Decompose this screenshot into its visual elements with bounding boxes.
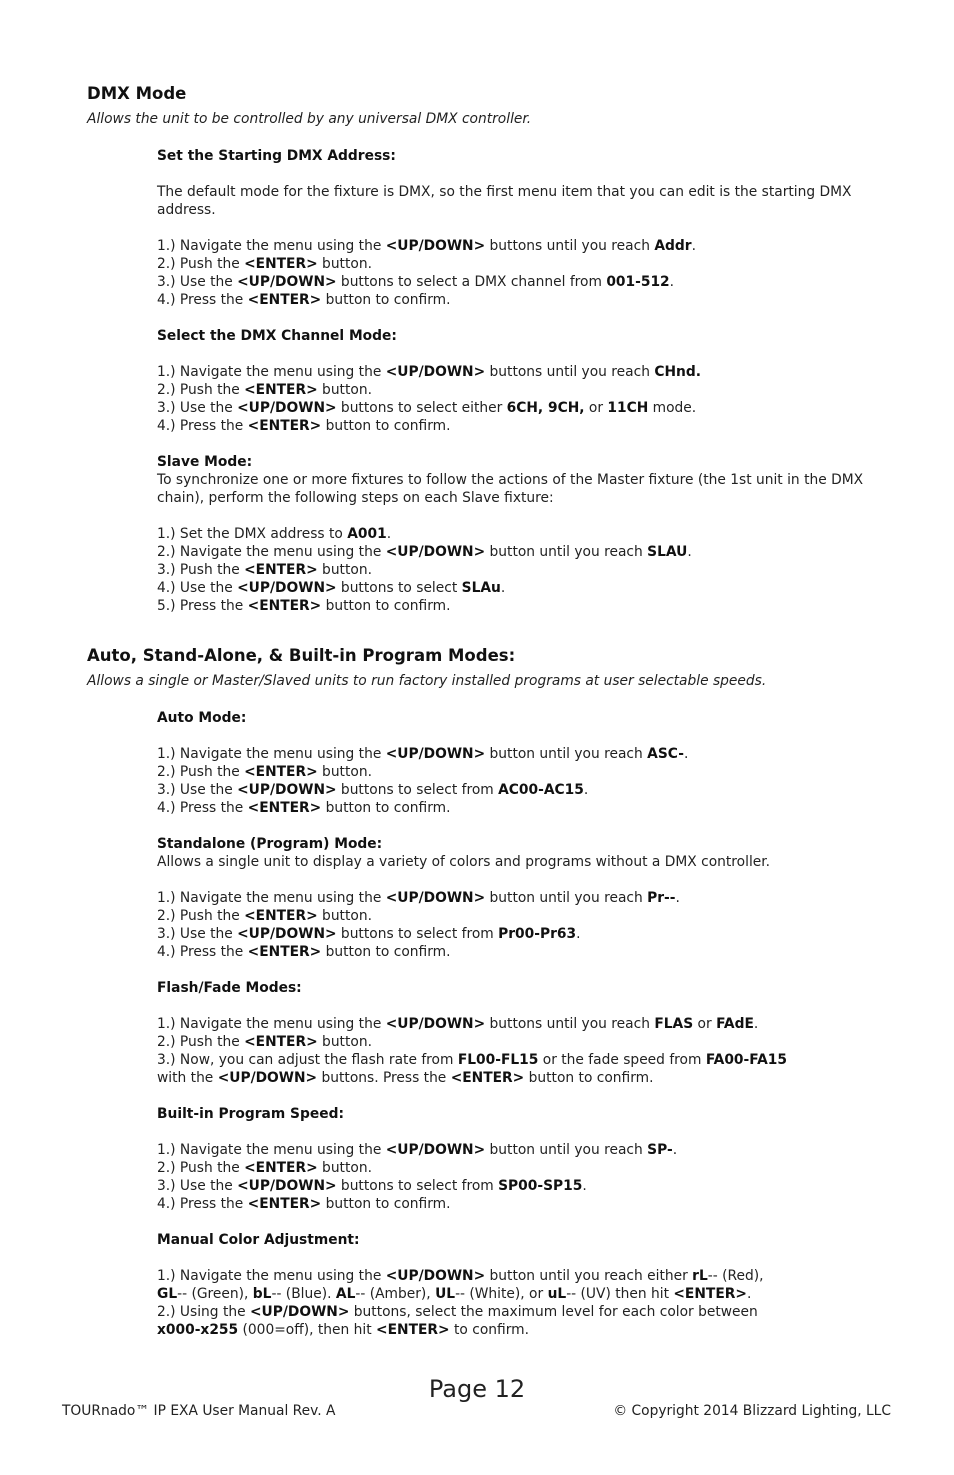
step-line: 4.) Press the <ENTER> button to confirm. [157, 944, 451, 960]
step-line: with the <UP/DOWN> buttons. Press the <ENTER> button to confirm. [157, 1070, 654, 1086]
step-line: 4.) Press the <ENTER> button to confirm. [157, 292, 451, 308]
step-line: 2.) Using the <UP/DOWN> buttons, select the maximum level for each color between [157, 1304, 758, 1320]
subheading-starting-address: Set the Starting DMX Address: [157, 148, 396, 164]
step-line: 3.) Use the <UP/DOWN> buttons to select from SP00-SP15. [157, 1178, 587, 1194]
step-line: 3.) Push the <ENTER> button. [157, 562, 372, 578]
step-line: 2.) Push the <ENTER> button. [157, 382, 372, 398]
step-line: 3.) Use the <UP/DOWN> buttons to select from Pr00-Pr63. [157, 926, 581, 942]
step-line: 1.) Set the DMX address to A001. [157, 526, 392, 542]
subheading-standalone-mode: Standalone (Program) Mode: [157, 836, 383, 852]
subheading-channel-mode: Select the DMX Channel Mode: [157, 328, 397, 344]
step-line: 2.) Navigate the menu using the <UP/DOWN> button until you reach SLAU. [157, 544, 692, 560]
footer-copyright: © Copyright 2014 Blizzard Lighting, LLC [613, 1403, 891, 1419]
step-line: 4.) Use the <UP/DOWN> buttons to select SLAu. [157, 580, 506, 596]
step-line: x000-x255 (000=off), then hit <ENTER> to confirm. [157, 1322, 529, 1338]
step-line: 3.) Now, you can adjust the flash rate from FL00-FL15 or the fade speed from FA00-FA15 [157, 1052, 787, 1068]
step-line: 2.) Push the <ENTER> button. [157, 1034, 372, 1050]
paragraph-standalone-intro: Allows a single unit to display a variety of colors and programs without a DMX controller. [157, 854, 771, 870]
step-line: 3.) Use the <UP/DOWN> buttons to select either 6CH, 9CH, or 11CH mode. [157, 400, 697, 416]
subheading-flash-fade: Flash/Fade Modes: [157, 980, 302, 996]
step-line: 1.) Navigate the menu using the <UP/DOWN> buttons until you reach CHnd. [157, 364, 701, 380]
step-line: 2.) Push the <ENTER> button. [157, 908, 372, 924]
step-line: 4.) Press the <ENTER> button to confirm. [157, 1196, 451, 1212]
dmx-address-block [157, 147, 872, 615]
section-subtitle-auto-modes: Allows a single or Master/Slaved units to run factory installed programs at user selectable speeds. [87, 673, 767, 689]
page-number: Page 12 [428, 1375, 526, 1403]
step-line: 1.) Navigate the menu using the <UP/DOWN> button until you reach either rL-- (Red), [157, 1268, 764, 1284]
subheading-slave-mode: Slave Mode: [157, 454, 253, 470]
section-title-dmx-mode: DMX Mode [87, 84, 187, 103]
step-line: 2.) Push the <ENTER> button. [157, 764, 372, 780]
section-title-auto-modes: Auto, Stand-Alone, & Built-in Program Modes: [87, 646, 516, 665]
step-line: 5.) Press the <ENTER> button to confirm. [157, 598, 451, 614]
subheading-manual-color: Manual Color Adjustment: [157, 1232, 360, 1248]
step-line: 4.) Press the <ENTER> button to confirm. [157, 418, 451, 434]
step-line: 3.) Use the <UP/DOWN> buttons to select a DMX channel from 001-512. [157, 274, 675, 290]
step-line: 1.) Navigate the menu using the <UP/DOWN> button until you reach SP-. [157, 1142, 678, 1158]
subheading-auto-mode: Auto Mode: [157, 710, 247, 726]
step-line: 1.) Navigate the menu using the <UP/DOWN> button until you reach ASC-. [157, 746, 689, 762]
step-line: 3.) Use the <UP/DOWN> buttons to select from AC00-AC15. [157, 782, 589, 798]
footer-manual-title: TOURnado™ IP EXA User Manual Rev. A [62, 1403, 336, 1419]
step-line: 2.) Push the <ENTER> button. [157, 1160, 372, 1176]
paragraph-address-intro: The default mode for the fixture is DMX, so the first menu item that you can edit is the starting DMX address. [157, 184, 852, 218]
step-line: 4.) Press the <ENTER> button to confirm. [157, 800, 451, 816]
step-line: GL-- (Green), bL-- (Blue). AL-- (Amber), UL-- (White), or uL-- (UV) then hit <ENTER>. [157, 1286, 752, 1302]
step-line: 2.) Push the <ENTER> button. [157, 256, 372, 272]
auto-modes-block [157, 709, 872, 1339]
section-subtitle-dmx-mode: Allows the unit to be controlled by any universal DMX controller. [87, 111, 532, 127]
subheading-program-speed: Built-in Program Speed: [157, 1106, 344, 1122]
step-line: 1.) Navigate the menu using the <UP/DOWN> button until you reach Pr--. [157, 890, 680, 906]
step-line: 1.) Navigate the menu using the <UP/DOWN> buttons until you reach FLAS or FAdE. [157, 1016, 759, 1032]
step-line: 1.) Navigate the menu using the <UP/DOWN> buttons until you reach Addr. [157, 238, 696, 254]
paragraph-slave-intro: To synchronize one or more fixtures to follow the actions of the Master fixture (the 1st unit in the DMX chain), perform the following steps on each Slave fixture: [157, 472, 864, 506]
